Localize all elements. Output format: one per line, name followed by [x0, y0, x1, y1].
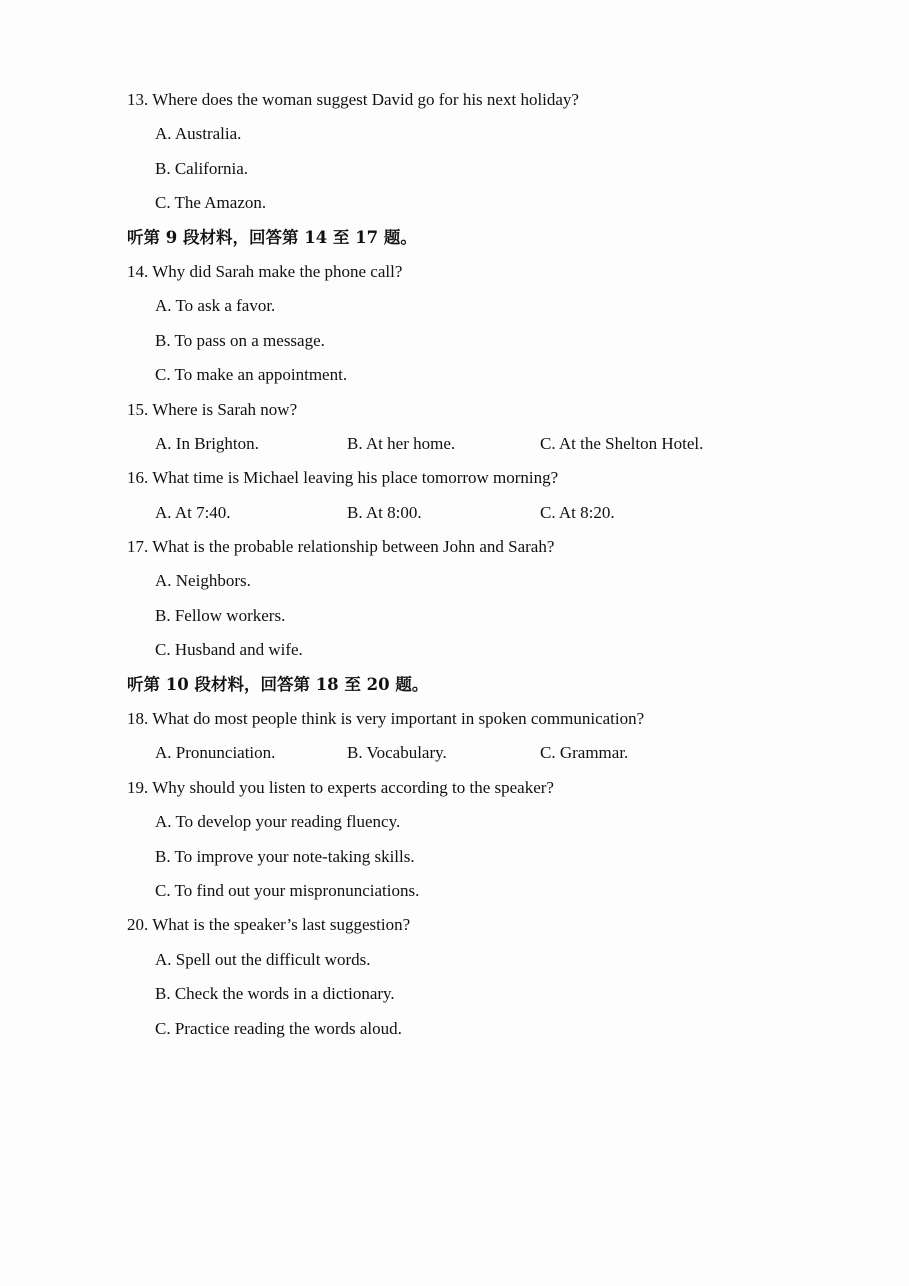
question-15-option-b: B. At her home.	[347, 433, 456, 453]
question-15-stem: 15. Where is Sarah now?	[127, 399, 298, 419]
question-19-option-a: A. To develop your reading fluency.	[155, 812, 401, 832]
question-16-option-a: A. At 7:40.	[155, 502, 231, 522]
question-17-option-a: A. Neighbors.	[155, 571, 251, 591]
section-9-heading: 听第 9 段材料，回答第 14 至 17 题。	[127, 227, 417, 247]
question-13-stem: 13. Where does the woman suggest David go for his next holiday?	[127, 90, 579, 109]
question-14-option-c: C. To make an appointment.	[155, 365, 348, 385]
question-18-option-b: B. Vocabulary.	[347, 743, 447, 763]
question-16-stem: 16. What time is Michael leaving his place tomorrow morning?	[127, 468, 559, 488]
question-15-option-a: A. In Brighton.	[155, 433, 259, 453]
question-16-options	[127, 496, 827, 530]
question-14-option-b: B. To pass on a message.	[155, 330, 325, 350]
question-18-option-a: A. Pronunciation.	[155, 743, 276, 763]
question-14-option-a: A. To ask a favor.	[155, 296, 276, 316]
question-13-option-c: C. The Amazon.	[155, 193, 267, 213]
question-15-option-c: C. At the Shelton Hotel.	[540, 433, 704, 453]
question-15-options	[127, 427, 827, 461]
question-18-options	[127, 736, 827, 770]
question-20-option-c: C. Practice reading the words aloud.	[155, 1018, 402, 1038]
question-18-option-c: C. Grammar.	[540, 743, 629, 763]
question-18-stem: 18. What do most people think is very important in spoken communication?	[127, 709, 645, 729]
question-13-option-b: B. California.	[155, 158, 249, 178]
question-19-stem: 19. Why should you listen to experts according to the speaker?	[127, 777, 554, 797]
question-16-option-c: C. At 8:20.	[540, 502, 615, 522]
question-16-option-b: B. At 8:00.	[347, 502, 422, 522]
question-19-option-c: C. To find out your mispronunciations.	[155, 880, 420, 900]
question-14-stem: 14. Why did Sarah make the phone call?	[127, 261, 403, 281]
question-20-stem: 20. What is the speaker’s last suggestion?	[127, 915, 411, 935]
question-19-option-b: B. To improve your note-taking skills.	[155, 846, 415, 866]
question-17-option-c: C. Husband and wife.	[155, 640, 303, 660]
question-13-option-a: A. Australia.	[155, 124, 242, 144]
listening-questions	[127, 83, 827, 1046]
question-20-option-b: B. Check the words in a dictionary.	[155, 984, 395, 1004]
section-10-heading: 听第 10 段材料，回答第 18 至 20 题。	[127, 674, 429, 694]
question-20-option-a: A. Spell out the difficult words.	[155, 949, 371, 969]
question-17-stem: 17. What is the probable relationship between John and Sarah?	[127, 537, 555, 557]
question-17-option-b: B. Fellow workers.	[155, 605, 286, 625]
